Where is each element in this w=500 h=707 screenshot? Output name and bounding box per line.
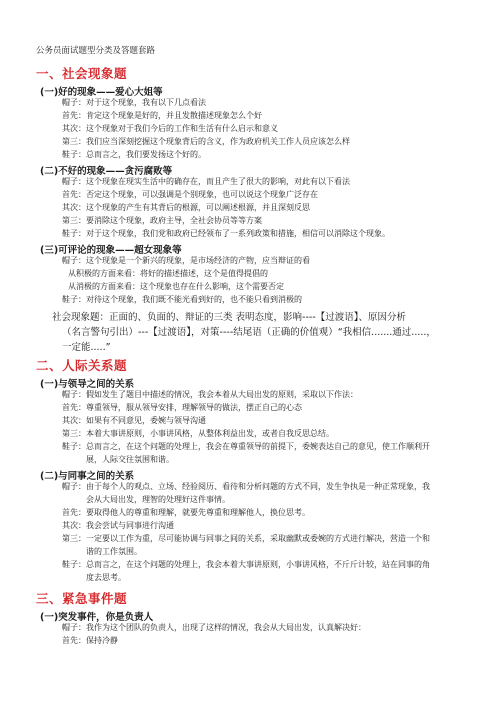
subsection-title-leader: (一)与领导之间的关系 bbox=[40, 379, 135, 390]
text-line: 鞋子：对待这个现象，我们既不能光看到好的，也不能只看到消极的 bbox=[62, 295, 302, 304]
text-line: 帽子：我作为这个团队的负责人，出现了这样的情况，我会从大局出发，认真解决好： bbox=[62, 623, 366, 632]
text-line: 鞋子：对于这个现象，我们党和政府已经领布了一系列政策和措施，相信可以消除这个现象。 bbox=[62, 229, 390, 238]
text-line: 首先：要取得他人的尊重和理解，就要先尊重和理解他人，换位思考。 bbox=[62, 508, 310, 517]
subsection-title-colleague: (二)与同事之间的关系 bbox=[40, 471, 135, 482]
section-heading-emergency: 三、紧急事件题 bbox=[36, 591, 128, 606]
section-heading-relations: 二、人际关系题 bbox=[36, 358, 128, 373]
text-line: 展，人际交往氛围和谐。 bbox=[86, 455, 174, 464]
summary-line: 一定能.....” bbox=[62, 342, 111, 353]
subsection-title-bad: (二)不好的现象——贪污腐败等 bbox=[40, 166, 173, 177]
document-title: 公务员面试题型分类及答题套路 bbox=[36, 46, 156, 56]
text-line: 帽子：假如发生了题目中描述的情况，我会本着从大局出发的原则，采取以下作法： bbox=[62, 390, 358, 399]
text-line: 第三：我们应当深刻挖掘这个现象背后的含义，作为政府机关工作人员应该怎么样 bbox=[62, 137, 350, 146]
text-line: 鞋子：总而言之，我们要发扬这个好的。 bbox=[62, 150, 206, 159]
text-line: 首先：否定这个现象，可以强调是个别现象，也可以说这个现象广泛存在 bbox=[62, 190, 318, 199]
text-line: 帽子：这个现象在现实生活中的确存在，而且产生了很大的影响，对此有以下看法 bbox=[62, 177, 350, 186]
text-line: 首先：肯定这个现象是好的，并且发散描述现象怎么个好 bbox=[62, 111, 262, 120]
summary-line: 社会现象题：正面的、负面的、辩证的三类 表明态度，影响----【过渡语】、原因分析 bbox=[52, 312, 406, 323]
text-line: 帽子：对于这个现象，我有以下几点看法 bbox=[62, 98, 206, 107]
text-line: 鞋子：总而言之，在这个问题的处理上，我会在尊重领导的前提下，委婉表达自己的意见，使工作顺利开 bbox=[62, 442, 430, 451]
subsection-title-good: (一)好的现象——爱心大姐等 bbox=[40, 87, 163, 98]
subsection-title-debatable: (三)可评论的现象——超女现象等 bbox=[40, 245, 182, 256]
text-line: 首先：保持冷静 bbox=[62, 636, 118, 645]
text-line: 度去思考。 bbox=[86, 573, 126, 582]
text-line: 会从大局出发，理智的处理好这件事情。 bbox=[86, 495, 230, 504]
text-line: 其次：我会尝试与同事进行沟通 bbox=[62, 521, 174, 530]
text-line: 首先：尊重领导，服从领导安排，理解领导的做法，摆正自己的心态 bbox=[62, 403, 302, 412]
text-line: 其次：这个现象对于我们今后的工作和生活有什么启示和意义 bbox=[62, 124, 278, 133]
text-line: 第三：一定要以工作为重，尽可能协调与同事之间的关系，采取幽默或委婉的方式进行解决，营造一个和 bbox=[62, 534, 430, 543]
section-heading-social: 一、社会现象题 bbox=[36, 66, 128, 81]
text-line: 帽子：这个现象是一个新兴的现象，是市场经济的产物，应当辩证的看 bbox=[62, 256, 310, 265]
subsection-title-incident: (一)突发事件，你是负责人 bbox=[40, 612, 154, 623]
text-line: 其次：如果有不同意见，委婉与领导沟通 bbox=[62, 416, 206, 425]
summary-line: （名言警句引出）---【过渡语】，对策----结尾语（正确的价值观）“我相信.......通过.....， bbox=[62, 327, 436, 338]
text-line: 从消极的方面来看：这个现象也存在什么影响，这个需要否定 bbox=[68, 282, 284, 291]
text-line: 其次：这个现象的产生有其背后的根源，可以阐述根源，并且深刻反思 bbox=[62, 203, 310, 212]
text-line: 谐的工作氛围。 bbox=[86, 547, 142, 556]
text-line: 从积极的方面来看：将好的描述描述，这个是值得提倡的 bbox=[68, 269, 268, 278]
text-line: 帽子：由于每个人的观点、立场、经验阅历、看待和分析问题的方式不同，发生争执是一种正常现象，我 bbox=[62, 482, 430, 491]
text-line: 第三：要消除这个现象，政府主导，全社会协员等等方案 bbox=[62, 216, 262, 225]
text-line: 鞋子：总而言之，在这个问题的处理上，我会本着大事讲原则，小事讲风格，不斤斤计较，站在同事的角 bbox=[62, 560, 430, 569]
text-line: 第三：本着大事讲原则，小事讲风格，从整体利益出发，或者自我反思总结。 bbox=[62, 429, 334, 438]
